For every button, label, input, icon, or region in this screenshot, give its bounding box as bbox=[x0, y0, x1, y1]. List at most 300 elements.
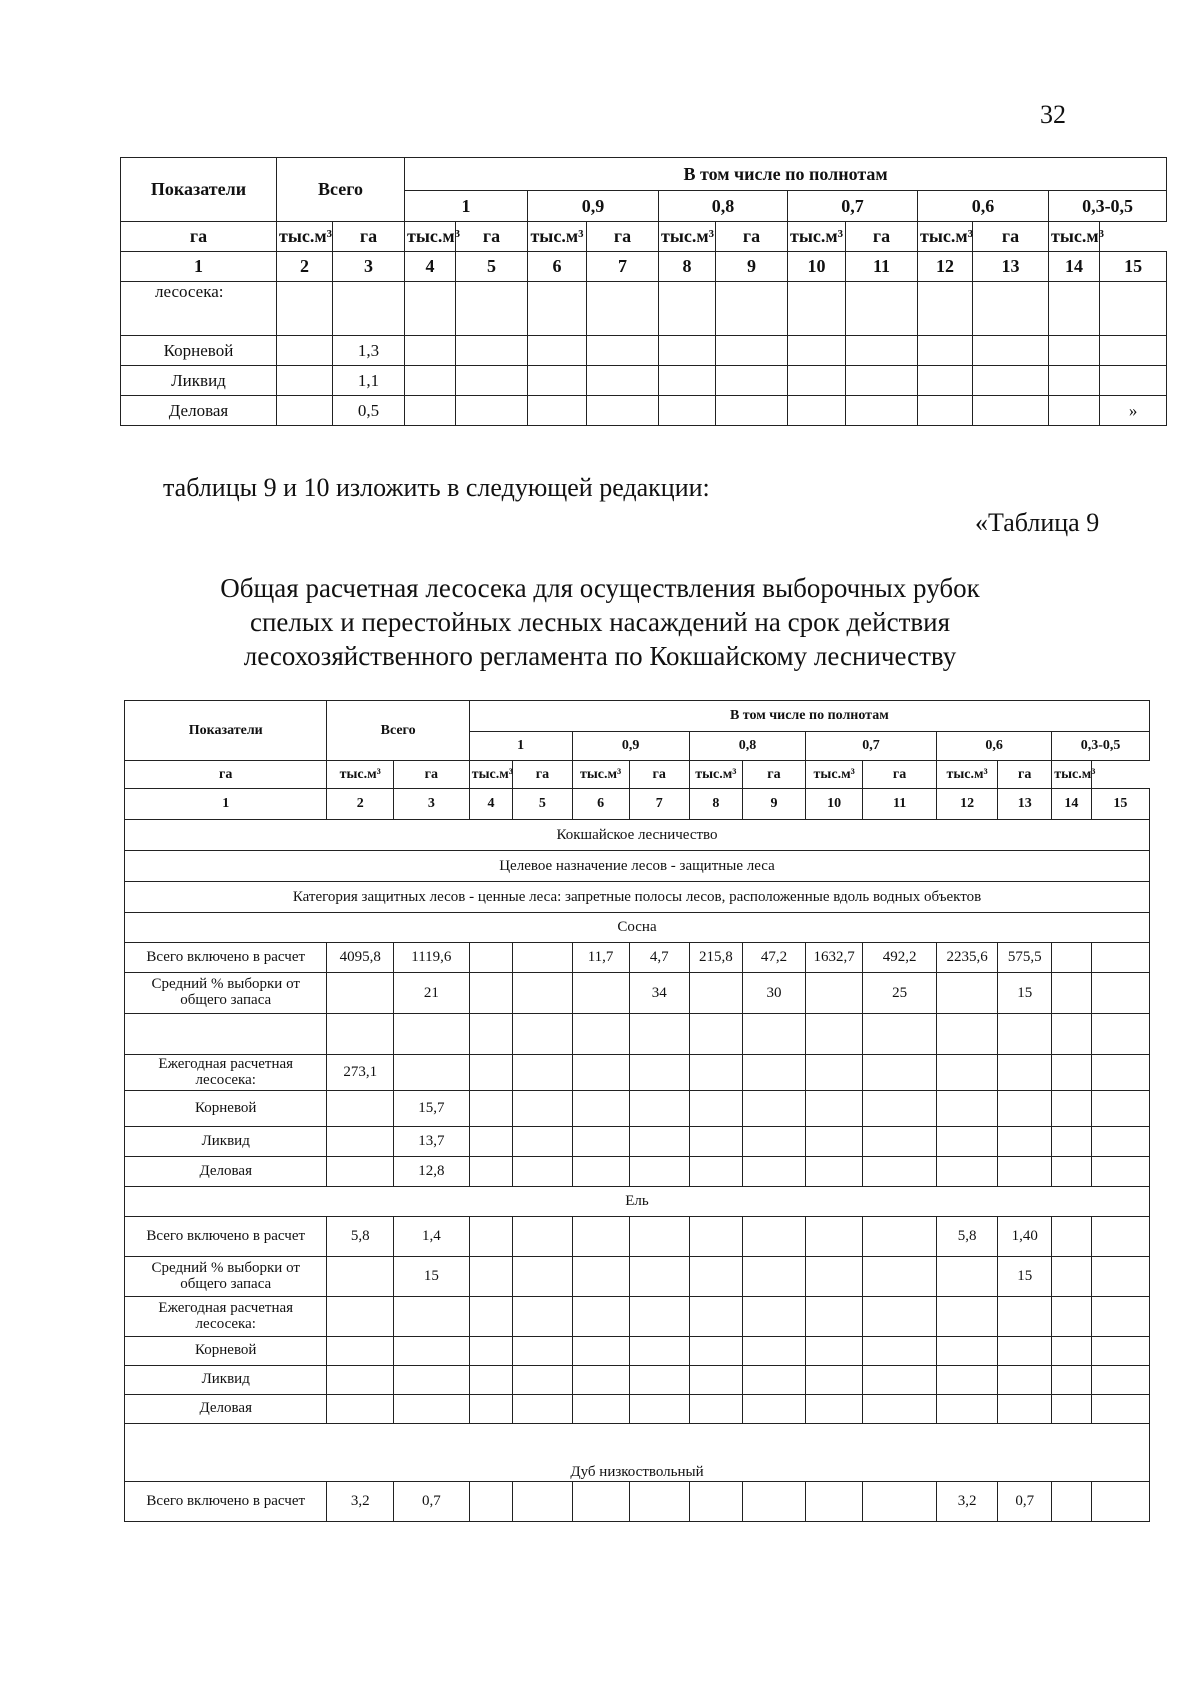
table-cell bbox=[863, 1482, 937, 1522]
column-number: 1 bbox=[121, 252, 277, 282]
units-row bbox=[121, 222, 1167, 252]
table-cell bbox=[689, 973, 742, 1014]
species-row: Ель bbox=[125, 1187, 1150, 1217]
table-cell bbox=[1091, 973, 1149, 1014]
table-cell bbox=[572, 1127, 629, 1157]
table-cell bbox=[806, 973, 863, 1014]
table-cell bbox=[806, 1091, 863, 1127]
table-cell bbox=[863, 1337, 937, 1366]
table-cell bbox=[469, 1297, 513, 1337]
unit-ha: га bbox=[456, 222, 528, 252]
row-label: Корневой bbox=[125, 1337, 327, 1366]
unit-volume: тыс.м³ bbox=[572, 761, 629, 789]
table-cell bbox=[629, 1127, 689, 1157]
table-cell bbox=[469, 1014, 513, 1055]
table-cell bbox=[1052, 1055, 1091, 1091]
table-cell bbox=[513, 973, 572, 1014]
density-header: 0,9 bbox=[572, 732, 689, 761]
table-cell bbox=[629, 1055, 689, 1091]
table-cell bbox=[806, 1366, 863, 1395]
table-cell bbox=[1091, 1217, 1149, 1257]
table-cell bbox=[572, 1055, 629, 1091]
table-cell bbox=[1091, 1257, 1149, 1297]
table-cell bbox=[742, 1055, 805, 1091]
unit-volume: тыс.м³ bbox=[918, 222, 973, 252]
table-cell bbox=[863, 1055, 937, 1091]
table-row bbox=[125, 1091, 1150, 1127]
table-row bbox=[125, 943, 1150, 973]
column-number: 2 bbox=[327, 789, 393, 820]
table-cell: 575,5 bbox=[998, 943, 1052, 973]
table-cell bbox=[572, 1014, 629, 1055]
table-cell bbox=[863, 1014, 937, 1055]
column-number: 6 bbox=[528, 252, 587, 282]
unit-ha: га bbox=[846, 222, 918, 252]
cell-volume: 1,1 bbox=[333, 366, 405, 396]
table-cell bbox=[327, 1091, 393, 1127]
header-indicators: Показатели bbox=[125, 701, 327, 761]
closing-quote: » bbox=[1100, 396, 1167, 426]
table-cell bbox=[629, 1366, 689, 1395]
unit-volume: тыс.м³ bbox=[1049, 222, 1100, 252]
table-cell: 1119,6 bbox=[393, 943, 469, 973]
table-cell bbox=[327, 1297, 393, 1337]
table-cell bbox=[469, 1055, 513, 1091]
units-row bbox=[125, 761, 1150, 789]
table-cell bbox=[742, 1091, 805, 1127]
unit-ha: га bbox=[513, 761, 572, 789]
table-cell bbox=[689, 1127, 742, 1157]
table-cell bbox=[806, 1257, 863, 1297]
table-cell bbox=[1091, 1395, 1149, 1424]
table-cell bbox=[469, 1337, 513, 1366]
table-cell bbox=[469, 1257, 513, 1297]
table-cell bbox=[629, 1157, 689, 1187]
table-cell bbox=[469, 1482, 513, 1522]
density-header: 0,7 bbox=[788, 191, 918, 222]
table-cell bbox=[1052, 1127, 1091, 1157]
table-cell bbox=[1091, 1337, 1149, 1366]
table-cell bbox=[806, 1337, 863, 1366]
column-number: 13 bbox=[973, 252, 1049, 282]
row-label: Ликвид bbox=[125, 1366, 327, 1395]
table-cell bbox=[327, 1157, 393, 1187]
table-cell bbox=[629, 1014, 689, 1055]
table-cell bbox=[742, 1482, 805, 1522]
column-number: 6 bbox=[572, 789, 629, 820]
header-indicators: Показатели bbox=[121, 158, 277, 222]
table-cell bbox=[998, 1366, 1052, 1395]
table-cell: 30 bbox=[742, 973, 805, 1014]
density-header: 0,3-0,5 bbox=[1049, 191, 1167, 222]
row-label: Ежегодная расчетная лесосека: bbox=[125, 1297, 327, 1337]
row-label: Ликвид bbox=[121, 366, 277, 396]
header-by-density: В том числе по полнотам bbox=[469, 701, 1149, 732]
row-label bbox=[125, 1014, 327, 1055]
table-cell bbox=[513, 1297, 572, 1337]
table-cell bbox=[936, 1297, 997, 1337]
table-cell: 3,2 bbox=[936, 1482, 997, 1522]
table-cell: 3,2 bbox=[327, 1482, 393, 1522]
unit-volume: тыс.м³ bbox=[659, 222, 716, 252]
table-row bbox=[125, 1257, 1150, 1297]
column-number: 12 bbox=[918, 252, 973, 282]
table-cell bbox=[689, 1217, 742, 1257]
table-cell: 15,7 bbox=[393, 1091, 469, 1127]
table-cell bbox=[863, 1366, 937, 1395]
table-cell bbox=[689, 1257, 742, 1297]
table-cell bbox=[936, 1055, 997, 1091]
column-number: 14 bbox=[1049, 252, 1100, 282]
table-row bbox=[125, 1055, 1150, 1091]
row-label: Корневой bbox=[121, 336, 277, 366]
table-cell: 4,7 bbox=[629, 943, 689, 973]
column-number: 3 bbox=[393, 789, 469, 820]
table-cell bbox=[629, 1091, 689, 1127]
table-cell: 4095,8 bbox=[327, 943, 393, 973]
column-number: 11 bbox=[846, 252, 918, 282]
table-cell bbox=[806, 1055, 863, 1091]
table-cell bbox=[327, 1014, 393, 1055]
table-cell bbox=[863, 1157, 937, 1187]
unit-volume: тыс.м³ bbox=[528, 222, 587, 252]
table-cell bbox=[469, 973, 513, 1014]
density-header: 0,9 bbox=[528, 191, 659, 222]
table-cell: 215,8 bbox=[689, 943, 742, 973]
table-cell bbox=[998, 1297, 1052, 1337]
table-cell: 21 bbox=[393, 973, 469, 1014]
column-number: 8 bbox=[659, 252, 716, 282]
unit-ha: га bbox=[587, 222, 659, 252]
table-cell bbox=[513, 943, 572, 973]
table-cell bbox=[513, 1257, 572, 1297]
row-label: Деловая bbox=[125, 1395, 327, 1424]
table-cell bbox=[742, 1127, 805, 1157]
unit-ha: га bbox=[121, 222, 277, 252]
cell-ha bbox=[277, 282, 333, 336]
table-cell bbox=[936, 1091, 997, 1127]
title-line: лесохозяйственного регламента по Кокшайскому лесничеству bbox=[243, 641, 957, 671]
table-row bbox=[125, 1297, 1150, 1337]
table-cell: 0,7 bbox=[393, 1482, 469, 1522]
table-cell bbox=[572, 1297, 629, 1337]
unit-ha: га bbox=[716, 222, 788, 252]
column-numbers-row bbox=[121, 252, 1167, 282]
table-cell bbox=[806, 1127, 863, 1157]
table-cell bbox=[863, 1091, 937, 1127]
table-cell bbox=[863, 1127, 937, 1157]
category-row: Категория защитных лесов - ценные леса: запретные полосы лесов, расположенные вдоль водных объектов bbox=[125, 882, 1150, 913]
table-cell bbox=[572, 1482, 629, 1522]
column-number: 13 bbox=[998, 789, 1052, 820]
table-cell: 15 bbox=[393, 1257, 469, 1297]
column-number: 12 bbox=[936, 789, 997, 820]
table-cell bbox=[629, 1337, 689, 1366]
column-number: 9 bbox=[742, 789, 805, 820]
column-numbers-row bbox=[125, 789, 1150, 820]
cell-ha bbox=[277, 366, 333, 396]
table-row bbox=[125, 1014, 1150, 1055]
table-cell bbox=[936, 1127, 997, 1157]
table-cell bbox=[629, 1257, 689, 1297]
unit-volume: тыс.м³ bbox=[327, 761, 393, 789]
table-row bbox=[125, 973, 1150, 1014]
table-cell: 25 bbox=[863, 973, 937, 1014]
table-cell: 15 bbox=[998, 973, 1052, 1014]
table-cell: 13,7 bbox=[393, 1127, 469, 1157]
table-row bbox=[125, 1157, 1150, 1187]
table-cell bbox=[1091, 1366, 1149, 1395]
table-cell bbox=[513, 1055, 572, 1091]
table-cell bbox=[572, 1157, 629, 1187]
table-cell: 1,40 bbox=[998, 1217, 1052, 1257]
table-cell bbox=[469, 1395, 513, 1424]
table-cell bbox=[806, 1217, 863, 1257]
column-number: 11 bbox=[863, 789, 937, 820]
table-cell bbox=[689, 1055, 742, 1091]
table-cell bbox=[806, 1297, 863, 1337]
column-number: 4 bbox=[469, 789, 513, 820]
row-label: Ликвид bbox=[125, 1127, 327, 1157]
table-cell bbox=[469, 1217, 513, 1257]
table-cell bbox=[936, 1257, 997, 1297]
table-cell bbox=[689, 1337, 742, 1366]
header-total: Всего bbox=[277, 158, 405, 222]
table-cell bbox=[689, 1157, 742, 1187]
table-cell bbox=[1091, 943, 1149, 973]
table-cell bbox=[393, 1395, 469, 1424]
table-cell bbox=[393, 1014, 469, 1055]
density-header: 1 bbox=[405, 191, 528, 222]
table-row bbox=[125, 1395, 1150, 1424]
table-cell bbox=[689, 1014, 742, 1055]
title-line: спелых и перестойных лесных насаждений на срок действия bbox=[249, 607, 951, 637]
table-label: «Таблица 9 bbox=[975, 508, 1100, 537]
column-number: 1 bbox=[125, 789, 327, 820]
column-number: 5 bbox=[513, 789, 572, 820]
table-cell bbox=[1052, 1297, 1091, 1337]
table-cell bbox=[1052, 1157, 1091, 1187]
table-cell bbox=[572, 973, 629, 1014]
column-number: 10 bbox=[788, 252, 846, 282]
forestry-row: Кокшайское лесничество bbox=[125, 820, 1150, 851]
table-cell bbox=[863, 1217, 937, 1257]
table-cell bbox=[513, 1366, 572, 1395]
table-cell: 492,2 bbox=[863, 943, 937, 973]
table-cell bbox=[327, 1127, 393, 1157]
column-number: 7 bbox=[587, 252, 659, 282]
column-number: 10 bbox=[806, 789, 863, 820]
table-cell bbox=[513, 1157, 572, 1187]
table-cell bbox=[742, 1366, 805, 1395]
table-cell bbox=[998, 1014, 1052, 1055]
table-cell: 15 bbox=[998, 1257, 1052, 1297]
table-row bbox=[125, 1337, 1150, 1366]
table-cell bbox=[327, 1395, 393, 1424]
row-label: Всего включено в расчет bbox=[125, 1217, 327, 1257]
table-cell bbox=[689, 1482, 742, 1522]
cell-ha bbox=[277, 396, 333, 426]
row-label: Средний % выборки от общего запаса bbox=[125, 1257, 327, 1297]
row-label: Деловая bbox=[125, 1157, 327, 1187]
table-cell: 11,7 bbox=[572, 943, 629, 973]
column-number: 8 bbox=[689, 789, 742, 820]
table-cell bbox=[806, 1014, 863, 1055]
table-row bbox=[125, 1482, 1150, 1522]
purpose-row: Целевое назначение лесов - защитные леса bbox=[125, 851, 1150, 882]
species-row: Сосна bbox=[125, 913, 1150, 943]
table-cell bbox=[1091, 1127, 1149, 1157]
table-cell bbox=[513, 1127, 572, 1157]
table-cell bbox=[936, 1337, 997, 1366]
table-cell bbox=[572, 1395, 629, 1424]
table-cell bbox=[469, 943, 513, 973]
table-cell: 34 bbox=[629, 973, 689, 1014]
header-total: Всего bbox=[327, 701, 469, 761]
table-cell bbox=[513, 1091, 572, 1127]
row-label: Ежегодная расчетная лесосека: bbox=[125, 1055, 327, 1091]
table-cell bbox=[513, 1217, 572, 1257]
table-cell bbox=[1091, 1055, 1149, 1091]
table-cell bbox=[998, 1157, 1052, 1187]
unit-ha: га bbox=[998, 761, 1052, 789]
page-number: 32 bbox=[1040, 100, 1066, 129]
table-cell bbox=[742, 1337, 805, 1366]
unit-ha: га bbox=[863, 761, 937, 789]
table-cell bbox=[572, 1217, 629, 1257]
table-cell bbox=[863, 1297, 937, 1337]
column-number: 4 bbox=[405, 252, 456, 282]
density-header: 0,6 bbox=[936, 732, 1051, 761]
column-number: 2 bbox=[277, 252, 333, 282]
table-cell bbox=[863, 1257, 937, 1297]
table-cell bbox=[689, 1091, 742, 1127]
column-number: 9 bbox=[716, 252, 788, 282]
table-cell: 47,2 bbox=[742, 943, 805, 973]
table-title bbox=[150, 571, 1050, 673]
table-cell bbox=[327, 1257, 393, 1297]
row-label: Деловая bbox=[121, 396, 277, 426]
table-cell bbox=[936, 973, 997, 1014]
header-by-density: В том числе по полнотам bbox=[405, 158, 1167, 191]
unit-volume: тыс.м³ bbox=[788, 222, 846, 252]
table-cell bbox=[936, 1157, 997, 1187]
table-cell: 1,4 bbox=[393, 1217, 469, 1257]
table-cell bbox=[998, 1091, 1052, 1127]
table-cell bbox=[572, 1257, 629, 1297]
species-row: Дуб низкоствольный bbox=[125, 1424, 1150, 1482]
table-cell bbox=[327, 1366, 393, 1395]
table-cell bbox=[393, 1337, 469, 1366]
table-cell bbox=[998, 1127, 1052, 1157]
table-cell bbox=[689, 1297, 742, 1337]
intro-text: таблицы 9 и 10 изложить в следующей редакции: bbox=[163, 473, 710, 502]
table-cell bbox=[806, 1157, 863, 1187]
unit-volume: тыс.м³ bbox=[469, 761, 513, 789]
table-cell bbox=[1052, 973, 1091, 1014]
cell-ha bbox=[277, 336, 333, 366]
table-cell: 5,8 bbox=[327, 1217, 393, 1257]
table-cell bbox=[742, 1157, 805, 1187]
unit-ha: га bbox=[333, 222, 405, 252]
table-cell bbox=[742, 1297, 805, 1337]
table-cell bbox=[863, 1395, 937, 1424]
table-cell: 1632,7 bbox=[806, 943, 863, 973]
table-cell bbox=[806, 1395, 863, 1424]
table-cell bbox=[513, 1337, 572, 1366]
table-cell bbox=[393, 1297, 469, 1337]
row-label: Корневой bbox=[125, 1091, 327, 1127]
table-cell bbox=[742, 1217, 805, 1257]
table-cell: 5,8 bbox=[936, 1217, 997, 1257]
table-row bbox=[125, 1366, 1150, 1395]
table-cell bbox=[1091, 1157, 1149, 1187]
unit-volume: тыс.м³ bbox=[806, 761, 863, 789]
column-number: 15 bbox=[1091, 789, 1149, 820]
table-cell bbox=[689, 1395, 742, 1424]
unit-volume: тыс.м³ bbox=[405, 222, 456, 252]
table-cell bbox=[1052, 1366, 1091, 1395]
table-cell bbox=[1091, 1482, 1149, 1522]
table-cell bbox=[1091, 1091, 1149, 1127]
cell-volume bbox=[333, 282, 405, 336]
unit-volume: тыс.м³ bbox=[689, 761, 742, 789]
table-cell bbox=[572, 1091, 629, 1127]
table-cell bbox=[513, 1395, 572, 1424]
table-cell bbox=[469, 1366, 513, 1395]
unit-ha: га bbox=[742, 761, 805, 789]
density-header: 0,8 bbox=[689, 732, 805, 761]
column-number: 15 bbox=[1100, 252, 1167, 282]
table-cell bbox=[742, 1257, 805, 1297]
table-row bbox=[125, 1127, 1150, 1157]
table-cell bbox=[806, 1482, 863, 1522]
table-cell bbox=[936, 1014, 997, 1055]
table-cell bbox=[629, 1395, 689, 1424]
table-cell: 2235,6 bbox=[936, 943, 997, 973]
table-cell bbox=[1052, 1217, 1091, 1257]
table-cell bbox=[998, 1395, 1052, 1424]
table-cell: 273,1 bbox=[327, 1055, 393, 1091]
table-cell bbox=[689, 1366, 742, 1395]
table-cell: 12,8 bbox=[393, 1157, 469, 1187]
table-cell bbox=[327, 1337, 393, 1366]
table-cell bbox=[1052, 1091, 1091, 1127]
table-cell bbox=[1052, 1395, 1091, 1424]
table-cell bbox=[1091, 1014, 1149, 1055]
cell-volume: 1,3 bbox=[333, 336, 405, 366]
column-number: 14 bbox=[1052, 789, 1091, 820]
table-cell bbox=[936, 1366, 997, 1395]
table-cell: 0,7 bbox=[998, 1482, 1052, 1522]
table-cell bbox=[998, 1337, 1052, 1366]
unit-volume: тыс.м³ bbox=[936, 761, 997, 789]
table-cell bbox=[327, 973, 393, 1014]
table-cell bbox=[572, 1366, 629, 1395]
unit-ha: га bbox=[125, 761, 327, 789]
row-label: Средний % выборки от общего запаса bbox=[125, 973, 327, 1014]
table-cell bbox=[393, 1366, 469, 1395]
table-cell bbox=[629, 1482, 689, 1522]
table-9 bbox=[124, 700, 1150, 1522]
table-cell bbox=[1052, 1482, 1091, 1522]
table-cell bbox=[572, 1337, 629, 1366]
density-header: 0,3-0,5 bbox=[1052, 732, 1150, 761]
column-number: 3 bbox=[333, 252, 405, 282]
table-cell bbox=[742, 1395, 805, 1424]
table-row bbox=[125, 1217, 1150, 1257]
table-cell bbox=[469, 1091, 513, 1127]
